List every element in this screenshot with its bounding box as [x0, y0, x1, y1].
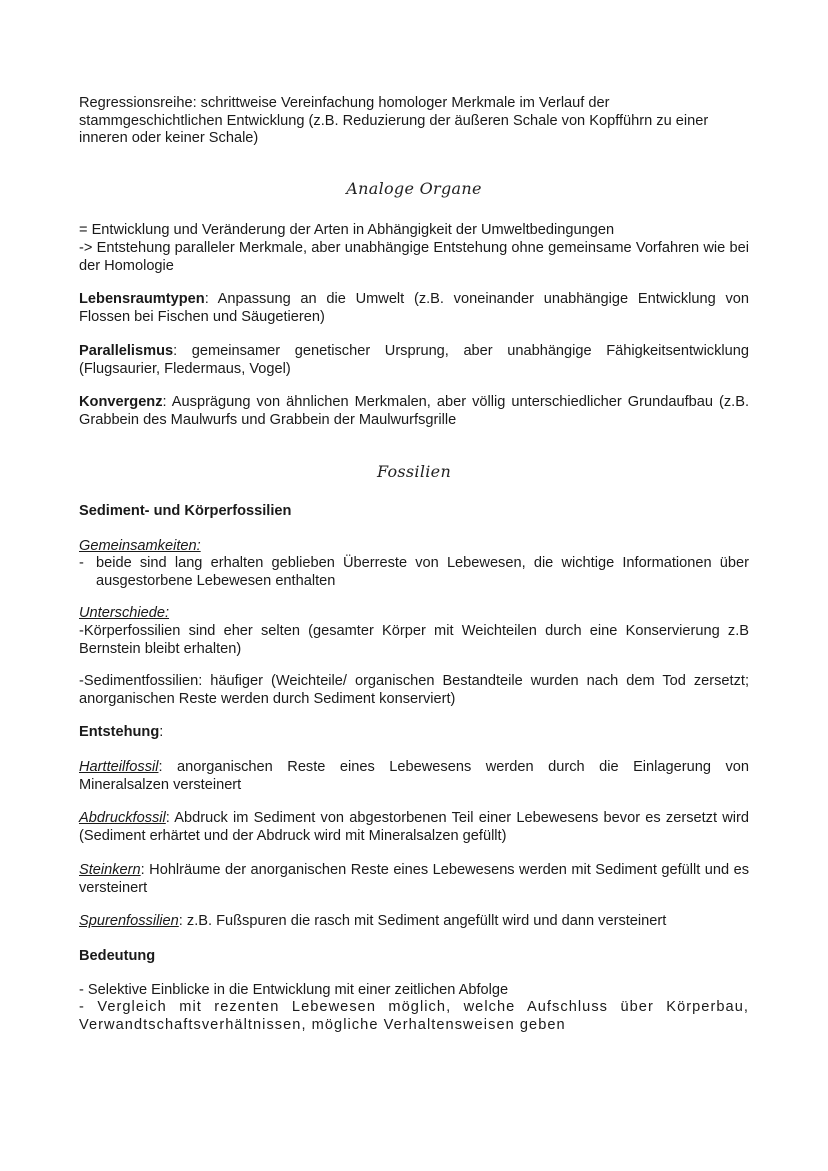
entstehung-title: Entstehung	[79, 724, 160, 740]
unterschiede-title: Unterschiede:	[79, 605, 170, 621]
fossils-heading: Fossilien	[376, 462, 452, 481]
sedimentfossilien-paragraph: -Sedimentfossilien: häufiger (Weichteile/ organischen Bestandteile wurden nach dem Tod zersetzt; anorganischen Reste werden durch Sediment konserviert)	[79, 673, 749, 707]
analog-parallel-features: -> Entstehung paralleler Merkmale, aber unabhängige Entstehung ohne gemeinsame Vorfahren wie bei der Homologie	[79, 240, 749, 274]
lebensraum-text: : Anpassung an die Umwelt (z.B. voneinander unabhängige Entwicklung von Flossen bei Fischen und Säugetieren)	[79, 291, 749, 325]
abdruckfossil-term: Abdruckfossil	[79, 810, 166, 826]
konvergenz-text: : Ausprägung von ähnlichen Merkmalen, aber völlig unterschiedlicher Grundaufbau (z.B. Grabbein des Maulwurfs und Grabbein der Maulwurfsgrille	[79, 394, 749, 428]
entstehung-heading	[79, 724, 749, 742]
parallelismus-term: Parallelismus	[79, 343, 174, 359]
spurenfossilien-term: Spurenfossilien	[79, 913, 179, 929]
hartteilfossil-term: Hartteilfossil	[79, 759, 159, 775]
gemeinsamkeiten-bullet	[79, 555, 749, 590]
steinkern-term: Steinkern	[79, 862, 141, 878]
abdruckfossil-text: : Abdruck im Sediment von abgestorbenen Teil einer Lebewesens bevor es zersetzt wird (Sediment erhärtet und der Abdruck wird mit Mineralsalzen gefüllt)	[79, 810, 749, 844]
sediment-koerper-title: Sediment- und Körperfossilien	[79, 503, 292, 519]
hartteilfossil-paragraph	[79, 759, 749, 794]
steinkern-paragraph	[79, 862, 749, 897]
spurenfossilien-paragraph	[79, 913, 749, 931]
gemeinsamkeiten-title: Gemeinsamkeiten:	[79, 538, 201, 554]
regression-paragraph: Regressionsreihe: schrittweise Vereinfachung homologer Merkmale im Verlauf der stammgeschichtlichen Entwicklung (z.B. Reduzierung der äußeren Schale von Kopfführn zu einer inneren oder keiner Schale)	[79, 95, 709, 146]
konvergenz-term: Konvergenz	[79, 394, 163, 410]
abdruckfossil-paragraph	[79, 810, 749, 845]
parallelismus-text: : gemeinsamer genetischer Ursprung, aber unabhängige Fähigkeitsentwicklung (Flugsaurier, Fledermaus, Vogel)	[79, 343, 749, 377]
lebensraum-term: Lebensraumtypen	[79, 291, 205, 307]
bedeutung-item-2: - Vergleich mit rezenten Lebewesen möglich, welche Aufschluss über Körperbau, Verwandtschaftsverhältnissen, mögliche Verhaltensweisen geben	[79, 999, 749, 1033]
koerperfossilien-paragraph: -Körperfossilien sind eher selten (gesamter Körper mit Weichteilen durch eine Konservierung z.B Bernstein bleibt erhalten)	[79, 623, 749, 657]
bullet-dash: -	[79, 555, 84, 571]
steinkern-text: : Hohlräume der anorganischen Reste eines Lebewesens werden mit Sediment gefüllt und es versteinert	[79, 862, 749, 896]
gemeinsamkeiten-text: beide sind lang erhalten geblieben Überreste von Lebewesen, die wichtige Informationen über ausgestorbene Lebewesen enthalten	[96, 555, 749, 589]
bedeutung-heading	[79, 948, 749, 966]
sediment-koerper-heading	[79, 503, 749, 521]
parallelismus-paragraph	[79, 343, 749, 378]
analog-heading: Analoge Organe	[346, 179, 482, 198]
spurenfossilien-text: : z.B. Fußspuren die rasch mit Sediment angefüllt wird und dann versteinert	[178, 913, 667, 929]
bedeutung-title: Bedeutung	[79, 948, 156, 964]
bedeutung-item-1: - Selektive Einblicke in die Entwicklung mit einer zeitlichen Abfolge	[79, 982, 509, 998]
konvergenz-paragraph	[79, 394, 749, 429]
analog-definition: = Entwicklung und Veränderung der Arten in Abhängigkeit der Umweltbedingungen	[79, 222, 615, 238]
unterschiede-label	[79, 605, 749, 623]
hartteilfossil-text: : anorganischen Reste eines Lebewesens werden durch die Einlagerung von Mineralsalzen versteinert	[79, 759, 749, 793]
lebensraum-paragraph	[79, 291, 749, 326]
gemeinsamkeiten-label	[79, 538, 749, 556]
entstehung-colon: :	[159, 724, 164, 740]
